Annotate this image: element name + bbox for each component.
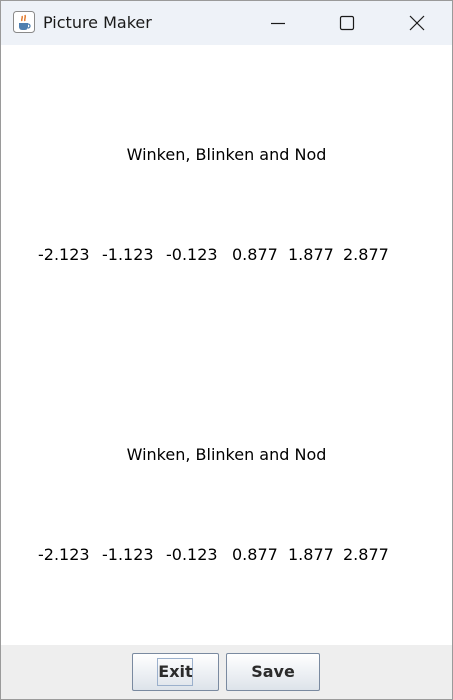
window-title: Picture Maker <box>43 13 152 32</box>
axis-tick-label: -1.123 <box>102 545 154 564</box>
axis-tick-label: 1.877 <box>288 545 334 564</box>
button-bar <box>1 645 452 699</box>
axis-tick-label: 0.877 <box>232 245 278 264</box>
axis-tick-row <box>1 244 452 266</box>
panel-title: Winken, Blinken and Nod <box>126 445 327 464</box>
panel-title: Winken, Blinken and Nod <box>126 145 327 164</box>
minimize-button[interactable] <box>243 1 313 45</box>
java-coffee-cup-icon <box>13 11 35 33</box>
axis-tick-label: -0.123 <box>166 545 218 564</box>
axis-tick-label: -2.123 <box>38 545 90 564</box>
title-bar[interactable] <box>1 1 452 45</box>
axis-tick-label: 2.877 <box>343 245 389 264</box>
drawing-canvas <box>1 45 452 645</box>
close-button[interactable] <box>382 1 452 45</box>
close-icon <box>382 1 452 45</box>
axis-tick-label: 2.877 <box>343 545 389 564</box>
axis-tick-label: 1.877 <box>288 245 334 264</box>
axis-tick-label: 0.877 <box>232 545 278 564</box>
axis-tick-label: -2.123 <box>38 245 90 264</box>
save-button[interactable] <box>226 653 320 691</box>
axis-tick-label: -1.123 <box>102 245 154 264</box>
maximize-button[interactable] <box>312 1 382 45</box>
minimize-icon <box>243 1 313 45</box>
axis-tick-row <box>1 544 452 566</box>
save-button-label: Save <box>251 662 295 681</box>
exit-button[interactable] <box>132 653 219 691</box>
exit-button-label: Exit <box>158 662 193 681</box>
maximize-icon <box>312 1 382 45</box>
axis-tick-label: -0.123 <box>166 245 218 264</box>
